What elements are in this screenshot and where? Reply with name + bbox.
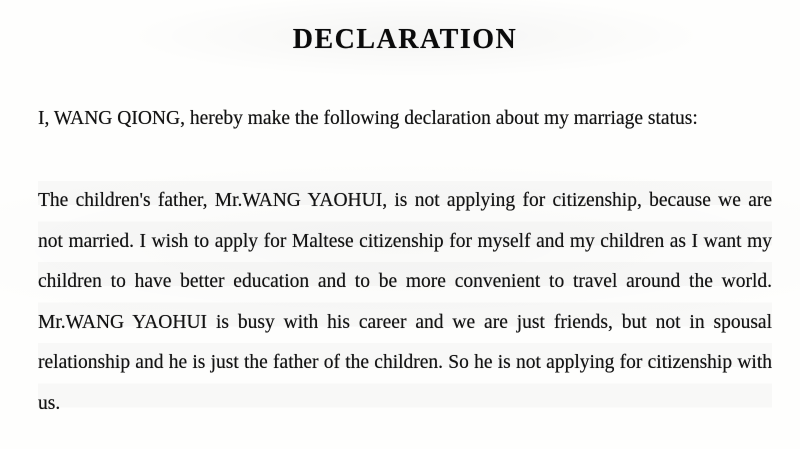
document-title: DECLARATION: [292, 24, 518, 55]
declaration-body-paragraph: The children's father, Mr.WANG YAOHUI, is not applying for citizenship, because we are not married. I wish to apply for Maltese citizenship for myself and my children as I want my children to have better education and to be more convenient to travel around the world. Mr.WANG YAOHUI is busy with his career and we are just friends, but not in spousal relationship and he is just the father of the children. So he is not applying for citizenship with us.: [38, 181, 772, 424]
declaration-intro-paragraph: I, WANG QIONG, hereby make the following declaration about my marriage status:: [38, 108, 698, 129]
